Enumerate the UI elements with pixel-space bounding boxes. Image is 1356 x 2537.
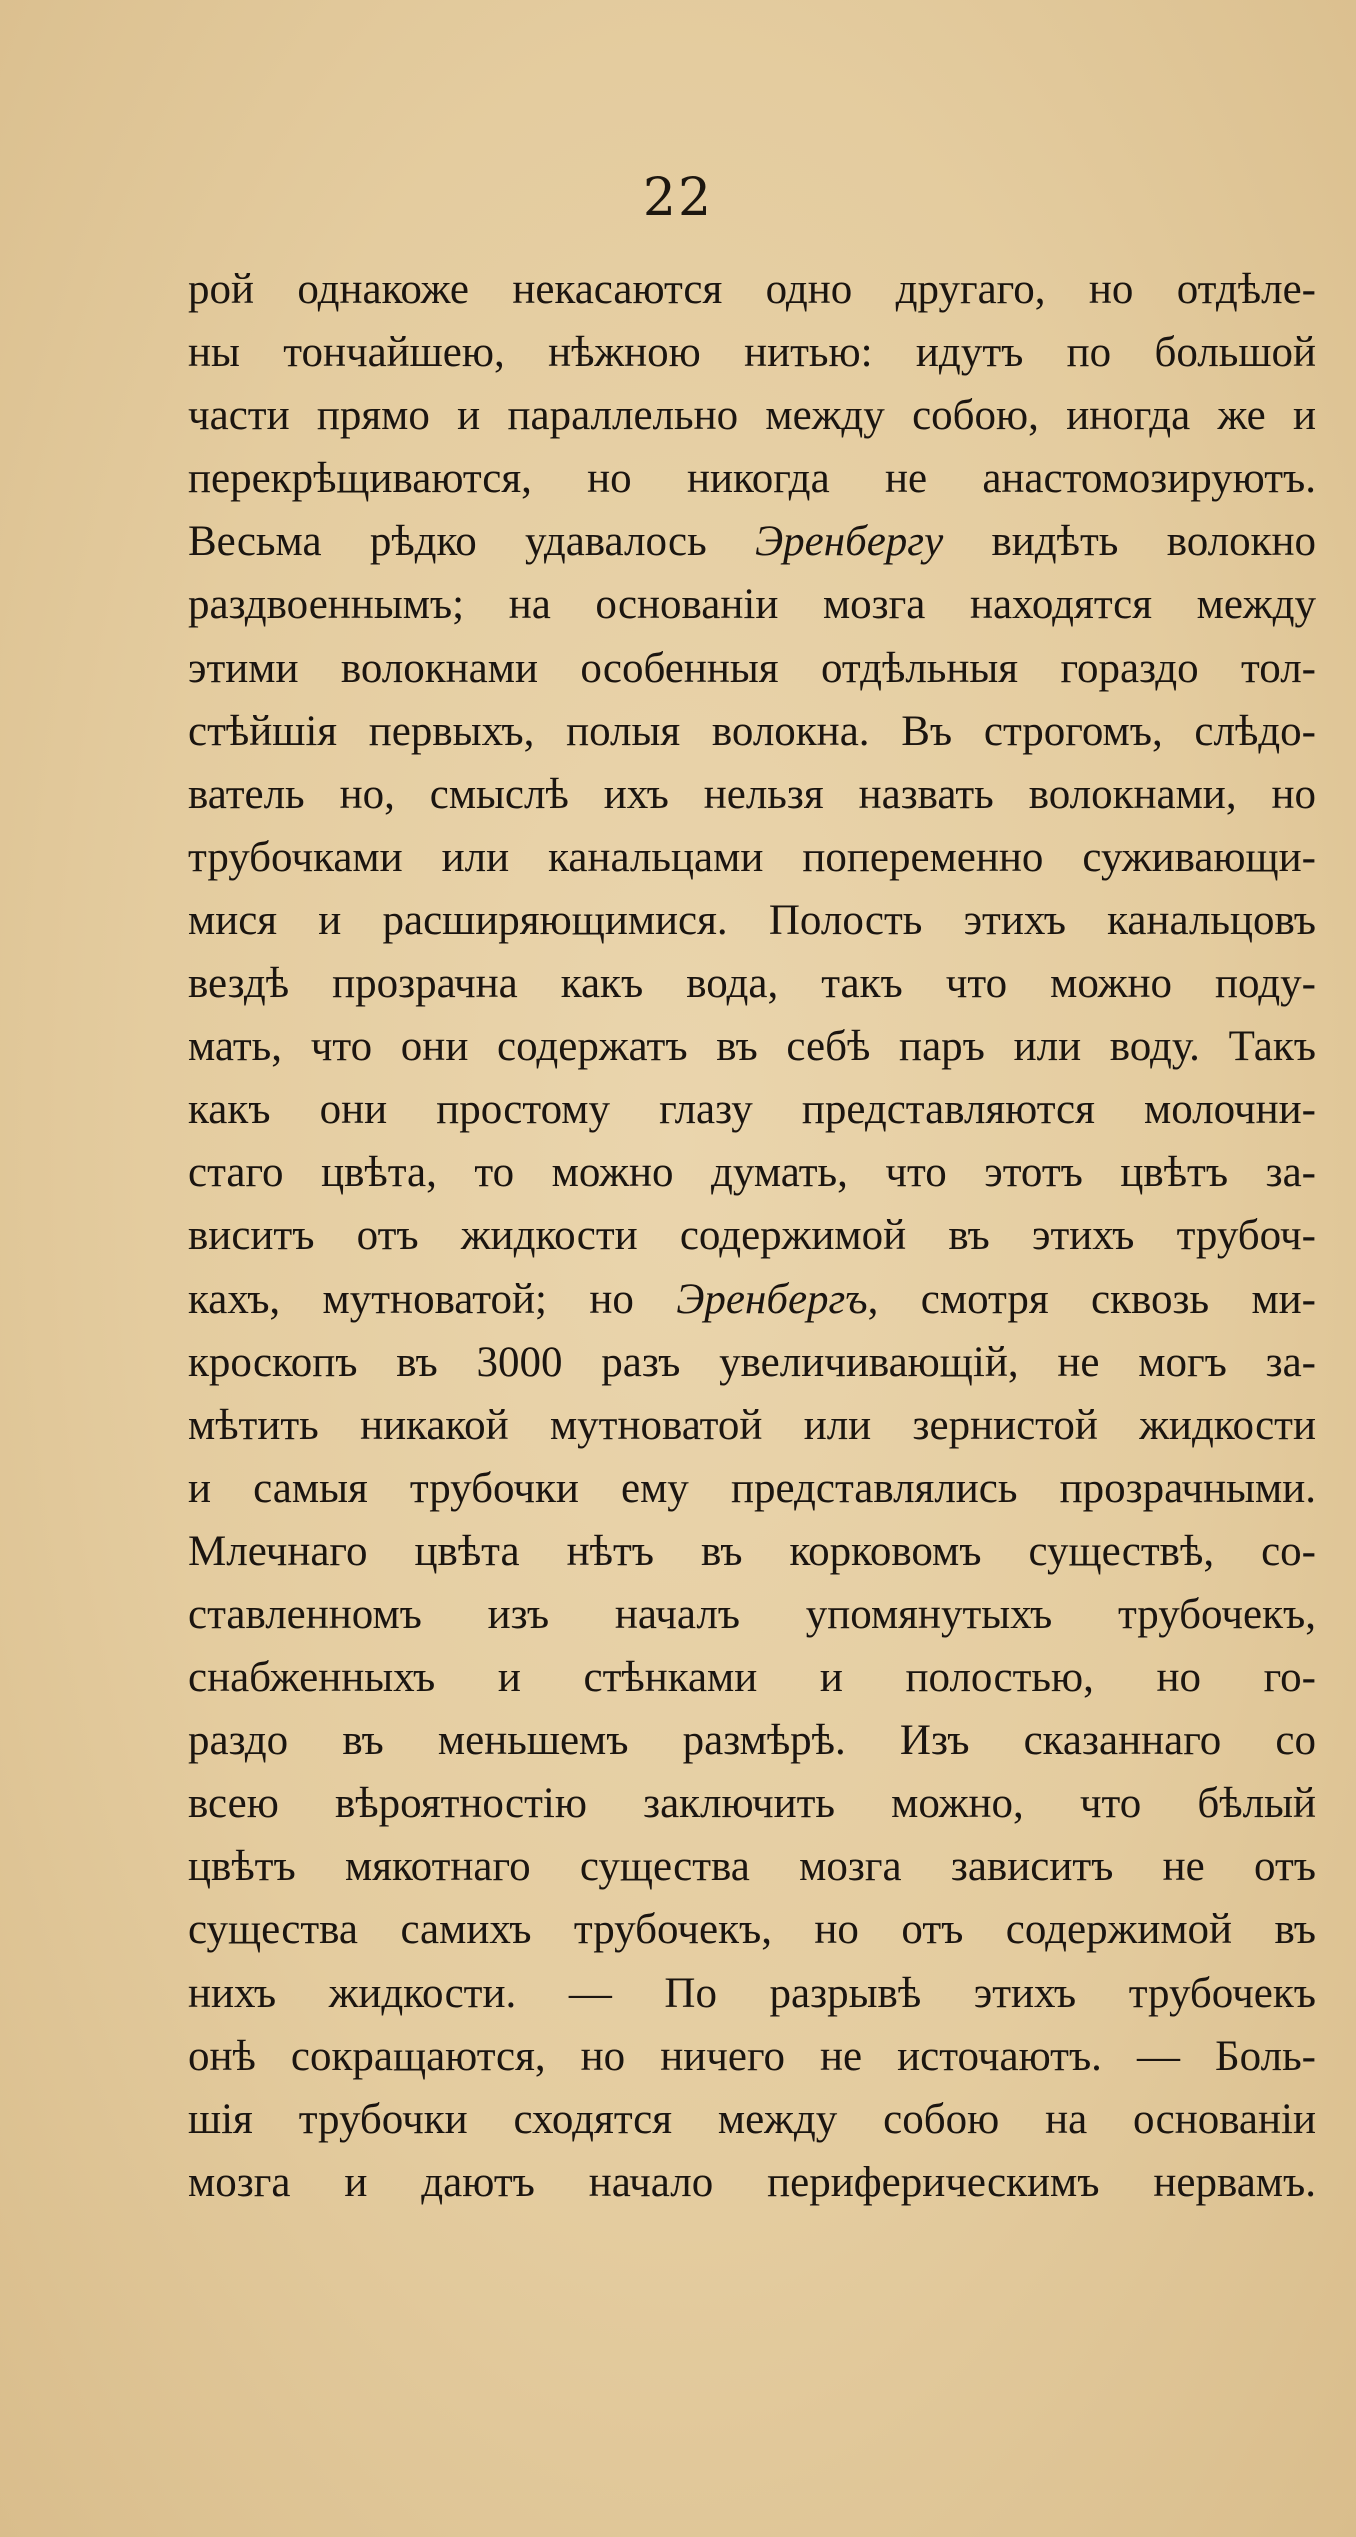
text-line <box>188 1646 1316 1709</box>
text-line <box>188 763 1316 826</box>
text-segment: стѣйшія первыхъ, полыя волокна. Въ строгомъ, слѣдо- <box>188 707 1316 755</box>
text-line <box>188 637 1316 700</box>
text-segment: , смотря сквозь ми- <box>867 1275 1316 1323</box>
text-segment: мать, что они содержатъ въ себѣ паръ или воду. Такъ <box>188 1023 1316 1071</box>
text-line <box>188 2025 1316 2088</box>
text-segment: ны тончайшею, нѣжною нитью: идутъ по большой <box>188 329 1316 377</box>
text-line <box>188 1772 1316 1835</box>
text-line <box>188 1898 1316 1961</box>
text-line <box>188 1709 1316 1772</box>
text-segment: перекрѣщиваются, но никогда не анастомозируютъ. <box>188 455 1316 503</box>
text-segment: раздвоеннымъ; на основаніи мозга находятся между <box>188 581 1316 629</box>
text-line <box>188 1457 1316 1520</box>
text-line <box>188 1331 1316 1394</box>
text-line <box>188 1835 1316 1898</box>
italic-name: Эренбергу <box>755 518 944 566</box>
page-number: 22 <box>642 168 714 228</box>
text-segment: цвѣтъ мякотнаго существа мозга зависитъ не отъ <box>188 1843 1316 1891</box>
text-segment: трубочками или канальцами попеременно суживающи- <box>188 833 1316 881</box>
text-segment: вездѣ прозрачна какъ вода, такъ что можно поду- <box>188 960 1316 1008</box>
text-line <box>188 573 1316 636</box>
text-line <box>188 1015 1316 1078</box>
text-segment: ставленномъ изъ началъ упомянутыхъ трубочекъ, <box>188 1590 1316 1638</box>
text-line <box>188 384 1316 447</box>
italic-name: Эренбергъ <box>676 1275 868 1323</box>
text-segment: раздо въ меньшемъ размѣрѣ. Изъ сказаннаго со <box>188 1717 1316 1765</box>
text-segment: кахъ, мутноватой; но <box>188 1275 677 1323</box>
text-line <box>188 952 1316 1015</box>
text-line <box>188 258 1316 321</box>
text-segment: части прямо и параллельно между собою, иногда же и <box>188 392 1316 440</box>
text-segment: нихъ жидкости. — По разрывѣ этихъ трубочекъ <box>188 1969 1316 2017</box>
text-segment: какъ они простому глазу представляются молочни- <box>188 1086 1316 1134</box>
body-text <box>188 258 1316 2214</box>
text-segment: виситъ отъ жидкости содержимой въ этихъ трубоч- <box>188 1212 1316 1260</box>
text-line <box>188 1078 1316 1141</box>
text-line <box>188 1204 1316 1267</box>
text-line <box>188 1141 1316 1204</box>
text-segment: шія трубочки сходятся между собою на основаніи <box>188 2095 1316 2143</box>
text-line <box>188 447 1316 510</box>
text-line <box>188 1962 1316 2025</box>
text-segment: всею вѣроятностію заключить можно, что бѣлый <box>188 1780 1316 1828</box>
text-line <box>188 1520 1316 1583</box>
text-line <box>188 889 1316 952</box>
text-segment: существа самихъ трубочекъ, но отъ содержимой въ <box>188 1906 1316 1954</box>
text-line <box>188 2088 1316 2151</box>
text-line <box>188 1583 1316 1646</box>
text-segment: онѣ сокращаются, но ничего не источаютъ. — Боль- <box>188 2032 1316 2080</box>
text-line <box>188 1268 1316 1331</box>
text-segment: видѣть волокно <box>943 518 1316 566</box>
text-segment: мозга и даютъ начало периферическимъ нервамъ. <box>188 2158 1316 2206</box>
text-segment: кроскопъ въ 3000 разъ увеличивающій, не могъ за- <box>188 1338 1316 1386</box>
text-segment: мѣтить никакой мутноватой или зернистой жидкости <box>188 1401 1316 1449</box>
text-line <box>188 321 1316 384</box>
text-line <box>188 700 1316 763</box>
text-segment: рой однакоже некасаются одно другаго, но отдѣле- <box>188 266 1316 313</box>
text-segment: ватель но, смыслѣ ихъ нельзя назвать волокнами, но <box>188 770 1316 818</box>
text-segment: и самыя трубочки ему представлялись прозрачными. <box>188 1464 1316 1512</box>
text-segment: Весьма рѣдко удавалось <box>188 518 756 566</box>
text-line <box>188 510 1316 573</box>
text-segment: этими волокнами особенныя отдѣльныя гораздо тол- <box>188 644 1316 692</box>
text-segment: мися и расширяющимися. Полость этихъ канальцовъ <box>188 896 1316 944</box>
text-line <box>188 2151 1316 2214</box>
text-segment: снабженныхъ и стѣнками и полостью, но го- <box>188 1654 1316 1702</box>
text-segment: Млечнаго цвѣта нѣтъ въ корковомъ существѣ, со- <box>188 1527 1316 1575</box>
text-line <box>188 1394 1316 1457</box>
text-segment: стаго цвѣта, то можно думать, что этотъ цвѣтъ за- <box>188 1149 1316 1197</box>
text-line <box>188 826 1316 889</box>
